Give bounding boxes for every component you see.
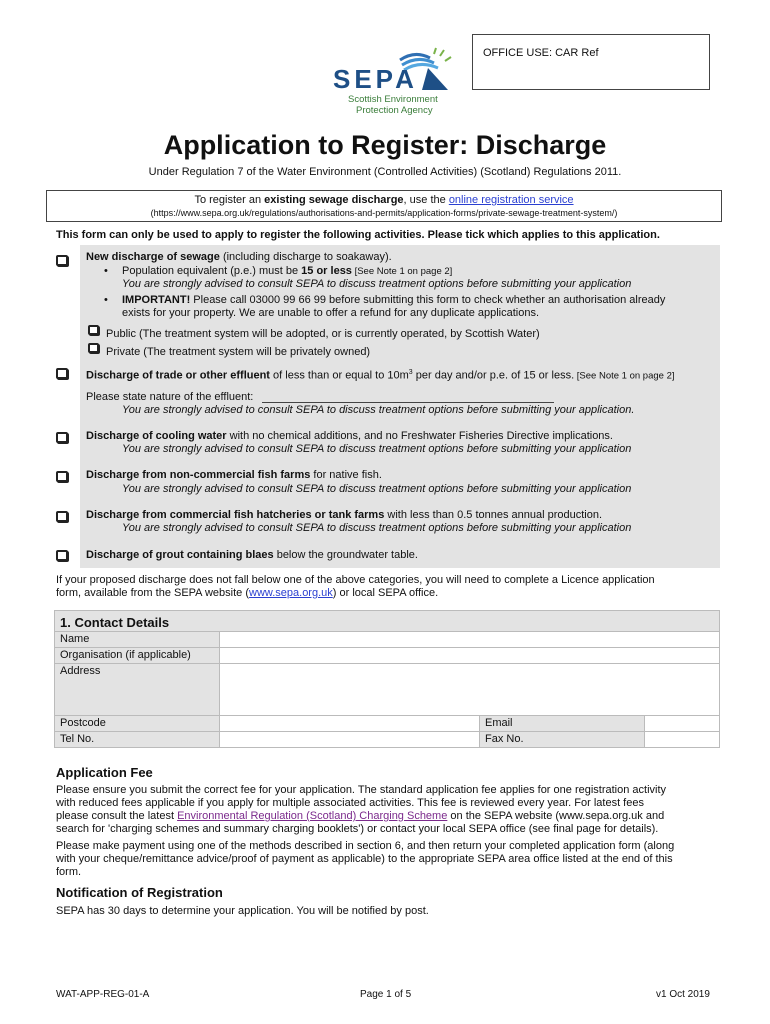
checkbox-cooling-water[interactable] [56, 432, 68, 443]
a1-bold: New discharge of sewage [86, 251, 220, 263]
office-use-label: OFFICE USE: CAR Ref [483, 47, 599, 59]
a2-sup: 3 [408, 369, 413, 376]
activity-trade-effluent [86, 366, 675, 383]
a1-b1-note: [See Note 1 on page 2] [351, 266, 453, 277]
reg-mid: , use the [403, 194, 449, 206]
a2-state-nature: Please state nature of the effluent: [86, 391, 254, 403]
fee-p1-pre: please consult the latest [56, 810, 178, 822]
a1-bullet-important [122, 294, 665, 307]
a2-rest2: per day and/or p.e. of 15 or less. [412, 369, 575, 382]
fee-paragraph-1 [56, 784, 716, 836]
reg-bold: existing sewage discharge [264, 194, 404, 206]
footer-version: v1 Oct 2019 [656, 989, 710, 1000]
footer-page: Page 1 of 5 [360, 989, 412, 1000]
licence-notice [56, 574, 726, 600]
a1-b2-rest: Please call 03000 99 66 99 before submitting this form to check whether an authorisation already [190, 294, 666, 306]
contact-details-table [54, 610, 720, 748]
postcode-field[interactable] [220, 716, 480, 732]
a1-rest: (including discharge to soakaway). [219, 251, 392, 263]
name-field[interactable] [220, 632, 720, 648]
logo-sub-line2: Protection Agency [356, 105, 433, 116]
a2-note: [See Note 1 on page 2] [574, 370, 675, 382]
checkbox-trade-effluent[interactable] [56, 368, 68, 379]
a4-rest: for native fish. [310, 469, 382, 481]
fee-p2-l1: Please make payment using one of the methods described in section 6, and then return your completed application form (along [56, 840, 675, 852]
a6-bold: Discharge of grout containing blaes [86, 549, 274, 561]
a3-italic: You are strongly advised to consult SEPA to discuss treatment options before submitting your application [122, 443, 632, 455]
a5-rest: with less than 0.5 tonnes annual production. [384, 509, 603, 521]
reg-pre: To register an [194, 194, 265, 206]
email-label: Email [480, 716, 645, 732]
fee-p1-l4: search for 'charging schemes and summary charging booklets') or contact your local SEPA office (see final page for details). [56, 823, 659, 835]
online-registration-link[interactable]: online registration service [448, 194, 574, 206]
logo-sub-line1: Scottish Environment [348, 94, 438, 105]
activity-non-commercial-fish [86, 469, 382, 482]
after-line1: If your proposed discharge does not fall below one of the above categories, you will need to complete a Licence application [56, 574, 655, 586]
activity-commercial-fish [86, 509, 602, 522]
fee-heading: Application Fee [56, 765, 153, 780]
postcode-label: Postcode [55, 716, 220, 732]
after-pre: form, available from the SEPA website ( [56, 587, 249, 599]
fax-label: Fax No. [480, 732, 645, 748]
bullet-dot-2: • [104, 294, 108, 306]
a1-b1-pre: Population equivalent (p.e.) must be [122, 265, 302, 277]
email-field[interactable] [645, 716, 720, 732]
a2-rest: of less than or equal to 10m [269, 369, 409, 382]
charging-scheme-link[interactable]: Environmental Regulation (Scotland) Charging Scheme [177, 810, 448, 822]
a2-bold: Discharge of trade or other effluent [86, 369, 270, 382]
logo-subtitle [348, 94, 438, 116]
notification-heading: Notification of Registration [56, 885, 223, 900]
organisation-field[interactable] [220, 648, 720, 664]
organisation-label: Organisation (if applicable) [55, 648, 220, 664]
checkbox-grout[interactable] [56, 550, 68, 561]
address-field[interactable] [220, 664, 720, 716]
a1-b2-line2: exists for your property. We are unable to offer a refund for any duplicate applications. [122, 307, 540, 319]
checkbox-new-sewage[interactable] [56, 255, 68, 266]
logo-wordmark: SEPA [333, 64, 418, 94]
tel-label: Tel No. [55, 732, 220, 748]
registration-url: (https://www.sepa.org.uk/regulations/authorisations-and-permits/application-forms/private-sewage-treatment-system/) [150, 208, 618, 218]
a3-bold: Discharge of cooling water [86, 430, 227, 442]
contact-heading: 1. Contact Details [55, 611, 720, 632]
a4-italic: You are strongly advised to consult SEPA to discuss treatment options before submitting your application [122, 483, 632, 495]
a4-bold: Discharge from non-commercial fish farms [86, 469, 311, 481]
a6-rest: below the groundwater table. [273, 549, 418, 561]
fee-paragraph-2 [56, 840, 716, 879]
fee-p2-l3: form. [56, 866, 82, 878]
fee-p1-l1: Please ensure you submit the correct fee for your application. The standard application fee applies for one registration activity [56, 784, 667, 796]
a3-rest: with no chemical additions, and no Freshwater Fisheries Directive implications. [226, 430, 613, 442]
option-private: Private (The treatment system will be privately owned) [106, 346, 371, 358]
name-label: Name [55, 632, 220, 648]
checkbox-private[interactable] [88, 343, 99, 353]
after-post: ) or local SEPA office. [332, 587, 439, 599]
a1-b1-bold: 15 or less [301, 265, 352, 277]
tel-field[interactable] [220, 732, 480, 748]
a1-b2-bold: IMPORTANT! [122, 294, 191, 306]
option-public: Public (The treatment system will be adopted, or is currently operated, by Scottish Water) [106, 328, 540, 340]
fee-p2-l2: with your cheque/remittance advice/proof of payment as applicable) to the appropriate SEPA area office listed at the end of this [56, 853, 673, 865]
checkbox-commercial-fish[interactable] [56, 511, 68, 522]
a1-b1-italic: You are strongly advised to consult SEPA to discuss treatment options before submitting your application [122, 278, 632, 290]
activity-new-sewage [86, 251, 392, 264]
footer-ref: WAT-APP-REG-01-A [56, 989, 150, 1000]
address-label: Address [55, 664, 220, 716]
checkbox-non-commercial-fish[interactable] [56, 471, 68, 482]
notification-text: SEPA has 30 days to determine your application. You will be notified by post. [56, 905, 429, 917]
bullet-dot-1: • [104, 265, 108, 277]
sepa-website-link[interactable]: www.sepa.org.uk [249, 587, 333, 599]
office-use-box [472, 34, 710, 90]
effluent-nature-field[interactable] [262, 402, 554, 403]
fax-field[interactable] [645, 732, 720, 748]
page-title: Application to Register: Discharge [163, 130, 607, 160]
activity-cooling-water [86, 430, 613, 443]
fee-p1-post: on the SEPA website (www.sepa.org.uk and [447, 810, 665, 822]
a5-italic: You are strongly advised to consult SEPA to discuss treatment options before submitting your application [122, 522, 632, 534]
a2-italic: You are strongly advised to consult SEPA to discuss treatment options before submitting your application. [122, 404, 635, 416]
activity-grout [86, 549, 418, 562]
page-subtitle: Under Regulation 7 of the Water Environment (Controlled Activities) (Scotland) Regulations 2011. [148, 166, 622, 178]
registration-notice [46, 190, 722, 222]
activities-intro: This form can only be used to apply to register the following activities. Please tick which applies to this application. [56, 229, 660, 241]
a5-bold: Discharge from commercial fish hatcheries or tank farms [86, 509, 385, 521]
a1-bullet-pe [122, 265, 452, 278]
checkbox-public[interactable] [88, 325, 99, 335]
fee-p1-l2: with reduced fees applicable if you apply for multiple associated activities. This fee is reviewed every year. For latest fees [56, 797, 644, 809]
